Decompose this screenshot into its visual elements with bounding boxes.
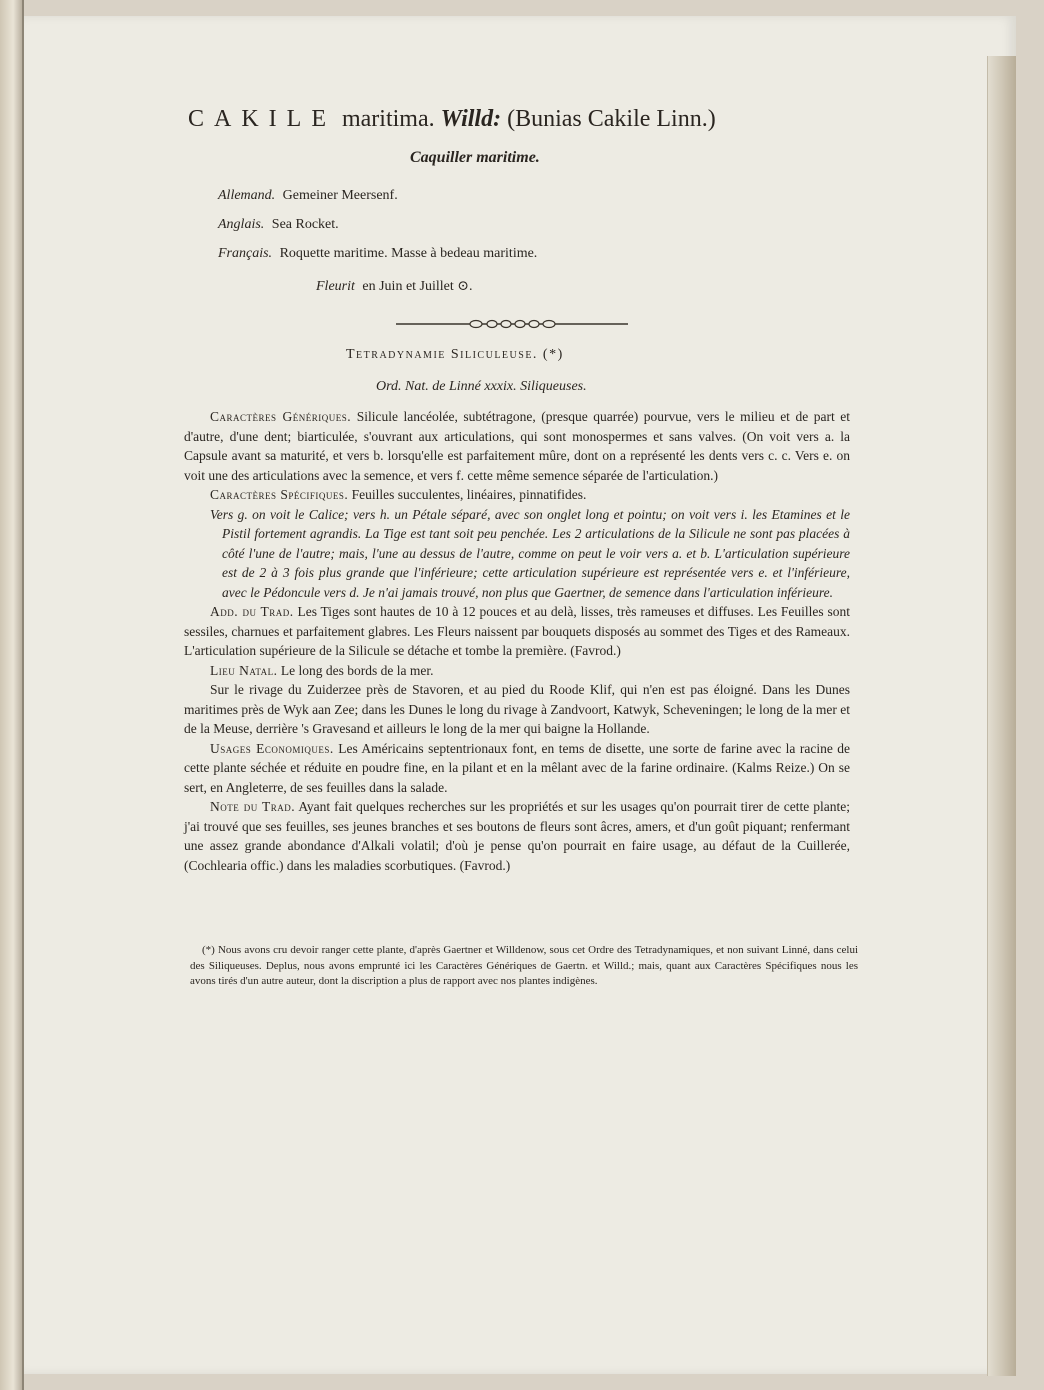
vernacular-lang: Français. <box>218 246 273 261</box>
add-head: Add. du Trad. <box>210 604 294 619</box>
footnote: (*) Nous avons cru devoir ranger cette plante, d'après Gaertner et Willdenow, sous cet Ordre des Tetradynamiques, et non suivant Linné, dans celui des Siliqueuses. Deplus, nous avons emprunté ici les Caractères Génériques de Gaertn. et Willd.; mais, quant aux Caractères Spécifiques nous les avons tirés d'un autre auteur, dont la discription a plus de rapport avec nos plantes indigènes. <box>190 944 858 987</box>
description-body <box>184 407 850 875</box>
vernacular-lang: Anglais. <box>218 217 265 232</box>
note-text: Ayant fait quelques recherches sur les propriétés et sur les usages qu'on pourrait tirer de cette plante; j'ai trouvé que ses feuilles, ses jeunes branches et ses boutons de fleurs sont âcres, amers, et d'un goût piquant; renfermant une assez grande abondance d'Alkali volatil; d'où je pense qu'on pourrait en faire usage, au défaut de la Cuillerée, (Cochlearia offic.) dans les maladies scorbutiques. (Favrod.) <box>184 799 850 873</box>
generic-characters <box>184 407 850 485</box>
order-text: Ord. Nat. de Linné xxxix. Siliqueuses. <box>376 379 587 394</box>
translator-note <box>184 797 850 875</box>
vernacular-name: Sea Rocket. <box>271 217 339 232</box>
vernacular-french <box>218 246 537 262</box>
title-species: maritima. <box>341 106 435 132</box>
classification-heading: Tetradynamie Siliculeuse. (*) <box>346 347 564 362</box>
french-name: Caquiller maritime. <box>410 149 540 166</box>
left-page-edge <box>0 0 24 1390</box>
figure-explanation: Vers g. on voit le Calice; vers h. un Pétale séparé, avec son onglet long et pointu; on voit vers i. les Etamines et le Pistil fortement agrandis. La Tige est tant soit peu penchée. Les 2 articulations de la Silicule ne sont pas placées à côté l'une de l'autre; mais, l'une au dessus de l'autre, comme on peut le voir vers a. et b. L'articulation supérieure est de 2 à 3 fois plus grande que l'inférieure; cette articulation supérieure est représentée vers e. et l'inférieure, avec le Pédoncule vers d. Je n'ai jamais trouvé, non plus que Gaertner, de semence dans l'articulation inférieure. <box>210 506 850 600</box>
usage-head: Usages Economiques. <box>210 740 334 756</box>
specific-head: Caractères Spécifiques. <box>210 487 349 502</box>
ornamental-divider <box>396 317 628 331</box>
title-genus: CAKILE <box>188 106 336 132</box>
add-text: Les Tiges sont hautes de 10 à 12 pouces et au delà, lisses, très rameuses et diffuses. Les Feuilles sont sessiles, charnues et parfaitement glabres. Les Fleurs naissent par bouquets disposés au sommet des Tiges et des Rameaux. L'articulation supérieure de la Silicule se détache et tombe la première. (Favrod.) <box>184 604 850 658</box>
vernacular-name: Roquette maritime. Masse à bedeau maritime. <box>279 246 538 261</box>
title-synonym: (Bunias Cakile Linn.) <box>507 106 716 132</box>
natal-head: Lieu Natal. <box>210 662 278 678</box>
generic-text: Silicule lancéolée, subtétragone, (presque quarrée) pourvue, vers le milieu et de part et d'autre, d'une dent; biarticulée, s'ouvrant aux articulations, qui sont monospermes et sans valves. (On voit vers a. la Capsule avant sa maturité, et vers b. lorsqu'elle est parfaitement mûre, dont on a représenté les dents vers c. c. Vers e. on voit une des articulations avec la semence, et vers f. cette même semence séparée de l'articulation.) <box>184 409 850 483</box>
vernacular-english <box>218 217 339 233</box>
title-authority: Willd: <box>440 106 502 132</box>
specific-characters <box>184 485 850 505</box>
economic-uses <box>184 739 850 798</box>
flowering-label: Fleurit <box>316 279 355 294</box>
note-head: Note du Trad. <box>210 799 296 814</box>
specific-text: Feuilles succulentes, linéaires, pinnatifides. <box>351 487 587 502</box>
habitat-detail: Sur le rivage du Zuiderzee près de Stavoren, et au pied du Roode Klif, qui n'en est pas éloigné. Dans les Dunes maritimes près de Wyk aan Zee; dans les Dunes le long du rivage à Zandvoort, Katwyk, Scheveningen; le long de la mer et de la Meuse, derrière 's Gravesand et ailleurs le long de la mer qui baigne la Hollande. <box>184 682 850 736</box>
page-stack-edge <box>987 56 1016 1376</box>
generic-head: Caractères Génériques. <box>210 409 352 424</box>
translator-addition <box>184 602 850 661</box>
natal-text: Le long des bords de la mer. <box>280 662 434 678</box>
plant-title <box>188 106 716 133</box>
vernacular-name: Gemeiner Meersenf. <box>282 188 398 203</box>
vernacular-lang: Allemand. <box>218 188 276 203</box>
vernacular-german <box>218 188 398 204</box>
flowering-text: en Juin et Juillet ⊙. <box>362 279 473 294</box>
usage-text: Les Américains septentrionaux font, en tems de disette, une sorte de farine avec la racine de cette plante séchée et réduite en poudre fine, en la pilant et en la mêlant avec de la farine ordinaire. (Kalms Reize.) On se sert, en Angleterre, de ses feuilles dans la salade. <box>184 740 850 795</box>
natural-order-line <box>376 379 587 395</box>
flowering-line <box>316 278 473 295</box>
native-habitat <box>184 661 850 681</box>
